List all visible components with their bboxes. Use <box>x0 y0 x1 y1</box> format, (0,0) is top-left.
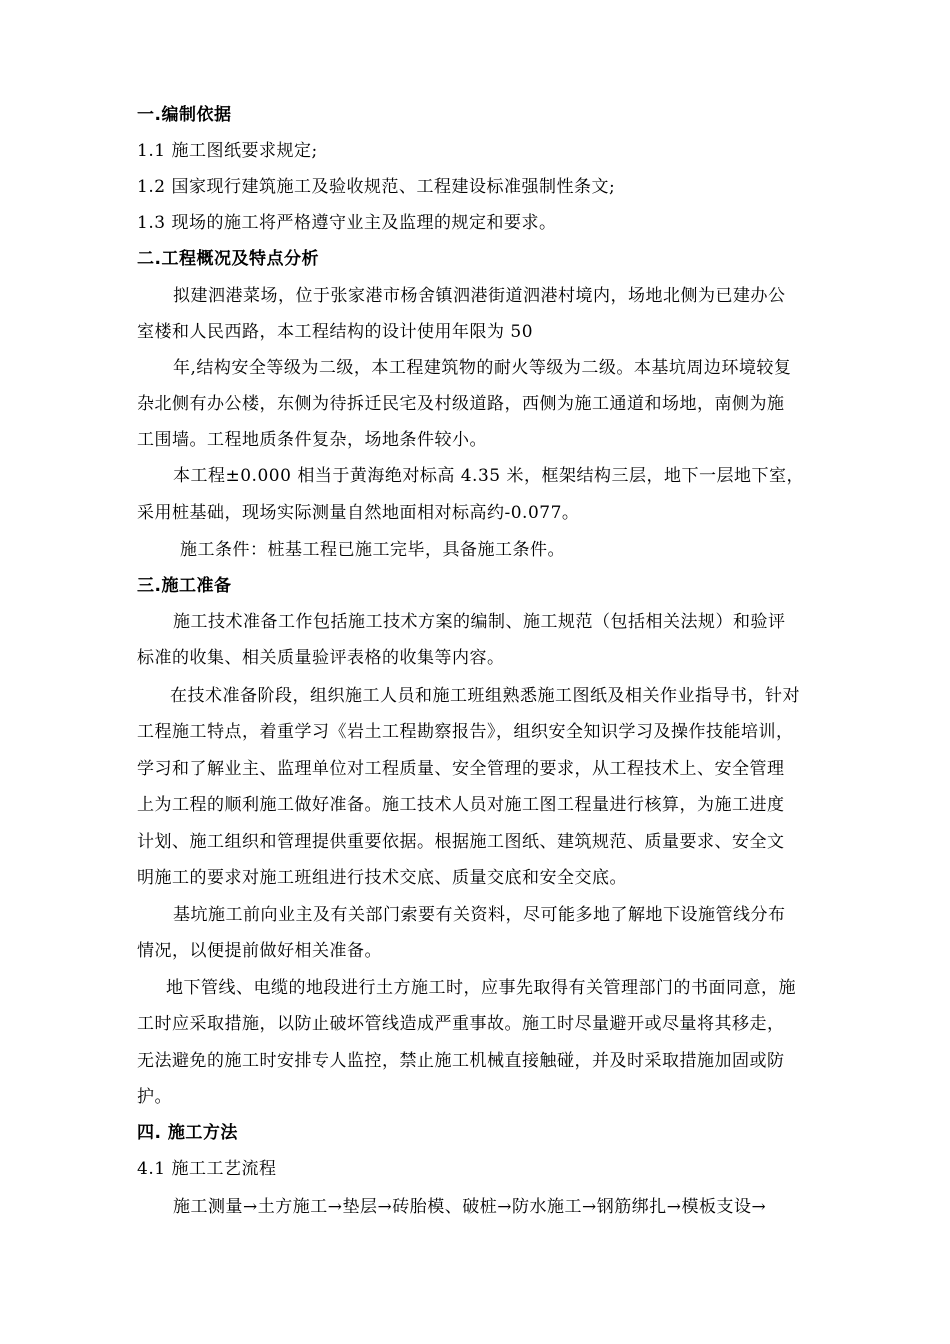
preparation-line: 计划、施工组织和管理提供重要依据。根据施工图纸、建筑规范、质量要求、安全文 <box>137 832 785 852</box>
preparation-line: 情况，以便提前做好相关准备。 <box>137 941 382 961</box>
preparation-line: 地下管线、电缆的地段进行土方施工时，应事先取得有关管理部门的书面同意，施 <box>166 978 796 998</box>
basis-item-3: 1.3 现场的施工将严格遵守业主及监理的规定和要求。 <box>137 213 557 233</box>
preparation-line: 基坑施工前向业主及有关部门索要有关资料，尽可能多地了解地下设施管线分布 <box>173 905 786 925</box>
overview-line: 杂北侧有办公楼，东侧为待拆迁民宅及村级道路，西侧为施工通道和场地，南侧为施 <box>137 394 785 414</box>
basis-item-1: 1.1 施工图纸要求规定; <box>137 141 318 161</box>
preparation-line: 工时应采取措施，以防止破坏管线造成严重事故。施工时尽量避开或尽量将其移走， <box>137 1014 785 1034</box>
preparation-line: 工程施工特点，着重学习《岩土工程勘察报告》，组织安全知识学习及操作技能培训， <box>137 722 794 742</box>
overview-line: 工围墙。工程地质条件复杂，场地条件较小。 <box>137 430 487 450</box>
preparation-line: 明施工的要求对施工班组进行技术交底、质量交底和安全交底。 <box>137 868 627 888</box>
section-heading-3: 三.施工准备 <box>137 576 232 596</box>
preparation-line: 学习和了解业主、监理单位对工程质量、安全管理的要求，从工程技术上、安全管理 <box>137 759 785 779</box>
preparation-line: 无法避免的施工时安排专人监控，禁止施工机械直接触碰，并及时采取措施加固或防 <box>137 1051 785 1071</box>
overview-line: 年,结构安全等级为二级，本工程建筑物的耐火等级为二级。本基坑周边环境较复 <box>173 358 792 378</box>
preparation-line: 上为工程的顺利施工做好准备。施工技术人员对施工图工程量进行核算，为施工进度 <box>137 795 785 815</box>
section-heading-1: 一.编制依据 <box>137 105 232 125</box>
overview-line: 施工条件：桩基工程已施工完毕，具备施工条件。 <box>180 540 565 560</box>
overview-line: 拟建泗港菜场，位于张家港市杨舍镇泗港街道泗港村境内，场地北侧为已建办公 <box>173 286 786 306</box>
section-heading-2: 二.工程概况及特点分析 <box>137 249 319 269</box>
basis-item-2: 1.2 国家现行建筑施工及验收规范、工程建设标准强制性条文; <box>137 177 616 197</box>
process-flow-line: 施工测量→土方施工→垫层→砖胎模、破桩→防水施工→钢筋绑扎→模板支设→ <box>173 1197 767 1217</box>
preparation-line: 施工技术准备工作包括施工技术方案的编制、施工规范（包括相关法规）和验评 <box>173 612 786 632</box>
overview-line: 室楼和人民西路，本工程结构的设计使用年限为 50 <box>137 322 534 342</box>
overview-line: 本工程±0.000 相当于黄海绝对标高 4.35 米，框架结构三层，地下一层地下室， <box>173 466 804 486</box>
overview-line: 采用桩基础，现场实际测量自然地面相对标高约-0.077。 <box>137 503 580 523</box>
preparation-line: 在技术准备阶段，组织施工人员和施工班组熟悉施工图纸及相关作业指导书，针对 <box>170 686 800 706</box>
subsection-heading-4-1: 4.1 施工工艺流程 <box>137 1159 277 1179</box>
preparation-line: 标准的收集、相关质量验评表格的收集等内容。 <box>137 648 505 668</box>
preparation-line: 护。 <box>137 1087 172 1107</box>
section-heading-4: 四. 施工方法 <box>137 1123 238 1143</box>
